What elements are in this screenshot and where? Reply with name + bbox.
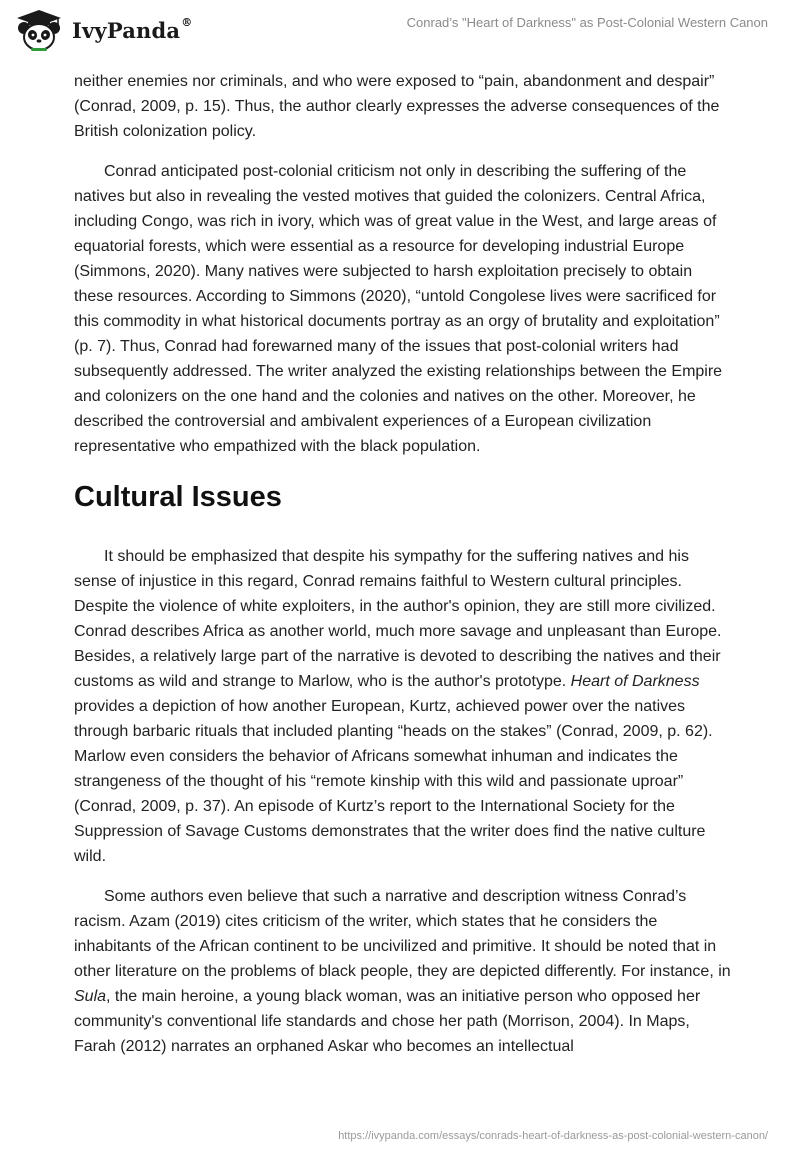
source-url[interactable]: https://ivypanda.com/essays/conrads-heart-of-darkness-as-post-colonial-western-canon/ xyxy=(338,1130,768,1142)
page-header xyxy=(0,0,800,60)
section-heading-cultural-issues: Cultural Issues xyxy=(74,481,282,513)
book-title-sula: Sula xyxy=(74,988,107,1005)
ivypanda-logo[interactable] xyxy=(14,8,192,52)
paragraph-3-text-start: It should be emphasized that despite his sympathy for the suffering natives and his sense of injustice in this regard, Conrad remains faithful to Western cultural principles. Despite the violence of white exploiters, in the author's opinion, they are still more civilized. Conrad describes Africa as another world, much more savage and unpleasant than Europe. Besides, a relatively large part of the narrative is devoted to describing the natives and their customs as wild and strange to Marlow, who is the author's prototype. xyxy=(74,548,722,690)
essay-content xyxy=(74,69,734,1059)
paragraph-2: Conrad anticipated post-colonial criticism not only in describing the suffering of the natives but also in revealing the vested motives that guided the colonizers. Central Africa, including Congo, was rich in ivory, which was of great value in the West, and large areas of equatorial forests, which were essential as a resource for developing industrial Europe (Simmons, 2020). Many natives were subjected to harsh exploitation precisely to obtain these resources. According to Simmons (2020), “untold Congolese lives were sacrificed for this commodity in what historical documents portray as an orgy of brutality and exploitation” (p. 7). Thus, Conrad had forewarned many of the issues that post-colonial writers had subsequently addressed. The writer analyzed the existing relationships between the Empire and colonizers on the one hand and the colonies and natives on the other. Moreover, he described the controversial and ambivalent experiences of a European civilization representative who empathized with the black population. xyxy=(74,163,723,455)
paragraph-3 xyxy=(74,544,734,869)
paragraph-4 xyxy=(74,884,734,1059)
logo-text: IvyPanda xyxy=(72,17,181,43)
book-title-heart-of-darkness: Heart of Darkness xyxy=(570,673,700,690)
paragraph-4-text-start: Some authors even believe that such a narrative and description witness Conrad’s racism. Azam (2019) cites criticism of the writer, which states that he considers the inhabitants of the African continent to be uncivilized and primitive. It should be noted that in other literature on the problems of black people, they are depicted differently. For instance, in xyxy=(74,888,731,980)
paragraph-1: neither enemies nor criminals, and who were exposed to “pain, abandonment and despair” (Conrad, 2009, p. 15). Thus, the author clearly expresses the adverse consequences of the British colonization policy. xyxy=(74,73,720,140)
panda-graduate-icon xyxy=(14,8,64,52)
paragraph-3-text-end: provides a depiction of how another European, Kurtz, achieved power over the natives through barbaric rituals that included planting “heads on the stakes” (Conrad, 2009, p. 62). Marlow even considers the behavior of Africans somewhat inhuman and indicates the strangeness of the thought of his “remote kinship with this wild and passionate uproar” (Conrad, 2009, p. 37). An episode of Kurtz’s report to the International Society for the Suppression of Savage Customs demonstrates that the writer does find the native culture wild. xyxy=(74,698,713,865)
document-title: Conrad’s "Heart of Darkness" as Post-Colonial Western Canon xyxy=(406,15,768,30)
registered-mark: ® xyxy=(181,15,193,29)
paragraph-4-text-end: , the main heroine, a young black woman, was an initiative person who opposed her community's conventional life standards and chose her path (Morrison, 2004). In Maps, Farah (2012) narrates an orphaned Askar who becomes an intellectual xyxy=(74,988,701,1055)
logo-wordmark xyxy=(72,15,193,43)
